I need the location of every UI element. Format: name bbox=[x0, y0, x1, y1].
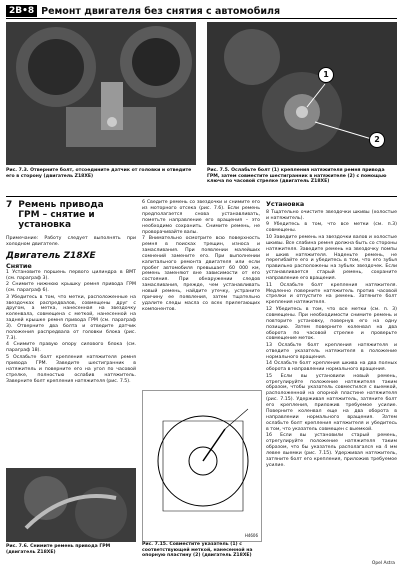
paragraph: 15 Если вы установили новый ремень, отрегулируйте положение натяжителя таким образом, чтобы указатель совместился с выемкой, расположенной на опорной пластине натяжителя (рис. 7.15). Удерживая натяжитель, затяните болт его крепления, приложив требуемое усилие. Поверните коленвал еще на два оборота в направлении нормального вращения. Затем ослабьте болт крепления натяжителя и убедитесь в том, что указатель совмещен с выемкой. bbox=[266, 373, 397, 432]
callout-1: 1 bbox=[318, 67, 334, 83]
paragraph: 13 Ослабьте болт крепления натяжителя и отведите указатель натяжителя в положение нормального вращения. bbox=[266, 342, 397, 360]
paragraph: 11 Ослабьте болт крепления натяжителя. Медленно поверните натяжитель против часовой стрелки и отпустите на ремень. Затяните болт крепления натяжителя. bbox=[266, 282, 397, 306]
paragraph: 5 Ослабьте болт крепления натяжителя ремня привода ГРМ. Заведите шестигранник в натяжитель и поверните его на угол по часовой стрелке, полностью ослабив натяжитель. Заверните болт крепления натяжителя (рис. 7.5). bbox=[6, 354, 136, 384]
paragraph: 2 Снимите нижнюю крышку ремня привода ГРМ (см. параграф 6). bbox=[6, 282, 136, 294]
divider bbox=[6, 196, 397, 197]
removal-heading: Снятие bbox=[6, 261, 32, 270]
figure-caption: Рис. 7.3. Отверните болт, отсоедините датчик от головки и отведите его в сторону (двигатель Z18XE) bbox=[6, 168, 192, 179]
figure-caption: Рис. 7.6. Снимите ремень привода ГРМ (двигатель Z18XE) bbox=[6, 544, 111, 555]
photo-7-6 bbox=[6, 468, 136, 542]
paragraph: 16 Если вы установили старый ремень, отрегулируйте положение натяжителя таким образом, что бы указатель располагался на 4 мм левее выемки (рис. 7.15). Удерживая натяжитель, затяните болт его крепления, приложив требуемое усилие. bbox=[266, 433, 397, 468]
page-number: 2B•8 bbox=[6, 5, 37, 17]
note: Примечание: Работу следует выполнять при холодном двигателе. bbox=[6, 236, 136, 247]
tensioner-photo bbox=[207, 22, 397, 165]
paragraph: 4 Снимите правую опору силового блока (см. параграф 18). bbox=[6, 342, 136, 354]
section-number: 7 bbox=[6, 200, 13, 210]
paragraph: 6 Сведите ремень со звездочки и снимите его из моторного отсека (рис. 7.6). Если ремень предполагается снова устанавливать, пометьте направление его вращения – это необходимо сохранить. Снимите ремень, не проворачивайте валы. bbox=[142, 200, 260, 235]
drawing-code: H4606 bbox=[244, 533, 258, 538]
page-header bbox=[6, 4, 397, 19]
paragraph: 14 Ослабьте болт крепления шкива на два полных оборота в направлении нормального вращения. bbox=[266, 361, 397, 373]
photo-7-3 bbox=[6, 22, 196, 165]
paragraph: 9 Убедитесь в том, что все метки (см. п.3) совмещены. bbox=[266, 222, 397, 234]
install-heading: Установка bbox=[266, 200, 305, 208]
paragraph: 10 Заведите ремень на звездочки валов и холостые шкивы. Все слабина ремня должна быть со стороны натяжителя. Заведите ремень на звездочку помпы и шкив натяжителя. Наденьте ремень, не перегибайте его и убедитесь в том, что его зубья правильно расположены на зубьях звездочек. Если устанавливается старый ремень, сохраните направление его вращения. bbox=[266, 234, 397, 282]
tensioner-drawing bbox=[143, 391, 261, 541]
left-column bbox=[6, 200, 136, 385]
footer: Opel Astra bbox=[371, 561, 395, 566]
engine-sensor-photo bbox=[6, 22, 196, 165]
figure-caption: Рис. 7.5. Ослабьте болт (1) крепления натяжителя ремня привода ГРМ, затем совместите шестигранник в натяжителе (2) с помощью ключа по часовой стрелке (двигатель Z18XE) bbox=[207, 168, 387, 185]
engine-heading: Двигатель Z18XE bbox=[6, 250, 96, 261]
paragraph: 8 Тщательно очистите звездочки шкивы (холостые и натяжитель). bbox=[266, 210, 397, 221]
photo-7-5 bbox=[207, 22, 397, 165]
page-title: Ремонт двигателя без снятия с автомобиля bbox=[41, 5, 281, 17]
removal-text bbox=[6, 270, 136, 385]
right-column bbox=[266, 200, 397, 469]
middle-column bbox=[142, 200, 260, 313]
drawing-7-15 bbox=[142, 390, 262, 542]
paragraph: 7 Внимательно осмотрите всю поверхность ремня в поисках трещин, износа и замасливания. При появлении малейших сомнений замените его. При выполнении капитального ремонта двигателя или если пробег автомобиля превышает 60 000 км, ремень заменяют вне зависимости от его состояния. При обнаружении следов замасливания, прежде, чем устанавливать новый ремень, найдите утечку, устраните причину ее появления, затем тщательно удалите следы масла со всех прилегающих компонентов. bbox=[142, 236, 260, 312]
callout-2: 2 bbox=[369, 132, 385, 148]
section-heading bbox=[6, 200, 136, 230]
belt-removal-photo bbox=[6, 468, 136, 542]
paragraph: 1 Установите поршень первого цилиндра в ВМТ (см. параграф 3). bbox=[6, 269, 136, 281]
figure-caption: Рис. 7.15. Совместите указатель (1) с соответствующей меткой, нанесенной на опорную пластину (2) (двигатель Z18XE) bbox=[142, 542, 253, 559]
paragraph: 12 Убедитесь в том, что все метки (см. п. 3) совмещены. При необходимости снимите ремень и повторите установку, повернув его на одну позицию. Затем поверните коленвал на два оборота по часовой стрелке и проверьте совмещение меток. bbox=[266, 306, 397, 342]
install-text bbox=[266, 210, 397, 469]
section-title: Ремень привода ГРМ – снятие и установка bbox=[18, 200, 104, 230]
paragraph: 3 Убедитесь в том, что метки, расположенные на звездочках распредвалов, совмещены друг с другом, а метка, нанесенная на звездочку коленвала, совмещена с меткой, нанесенной на задней крышке ремня привода ГРМ (см. параграф 3). Отверните два болта и отведите датчик положения распредвала от головки блока (рис. 7.3). bbox=[6, 294, 136, 341]
